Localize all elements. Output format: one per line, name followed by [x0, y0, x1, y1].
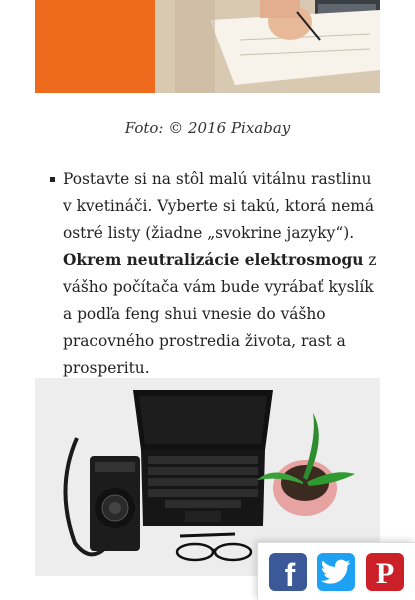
twitter-share-button[interactable] [317, 553, 355, 591]
svg-text:P: P [375, 556, 394, 590]
social-share-bar [257, 542, 415, 600]
bullet-text-after: z vášho počítača vám bude vyrábať kyslík a podľa feng shui vnesie do vášho pracovného prostredia života, rast a prosperitu. [63, 251, 377, 377]
list-item [50, 166, 380, 382]
article-bullet-list [50, 166, 380, 382]
facebook-icon [269, 553, 307, 591]
pinterest-share-button[interactable] [366, 553, 404, 591]
twitter-icon [321, 559, 351, 585]
bullet-text-before: Postavte si na stôl malú vitálnu rastlinu v kvetináči. Vyberte si takú, ktorá nemá ostré listy (žiadne „svokrine jazyky“). [63, 170, 375, 242]
bullet-text-bold: Okrem neutralizácie elektrosmogu [63, 251, 364, 269]
article-photo-top [35, 0, 380, 93]
facebook-share-button[interactable] [269, 553, 307, 591]
hand-writing-notebook-photo [35, 0, 380, 93]
photo-caption: Foto: © 2016 Pixabay [124, 119, 291, 137]
svg-text:f: f [284, 556, 296, 591]
bullet-marker [50, 177, 55, 182]
pinterest-icon [366, 553, 404, 591]
